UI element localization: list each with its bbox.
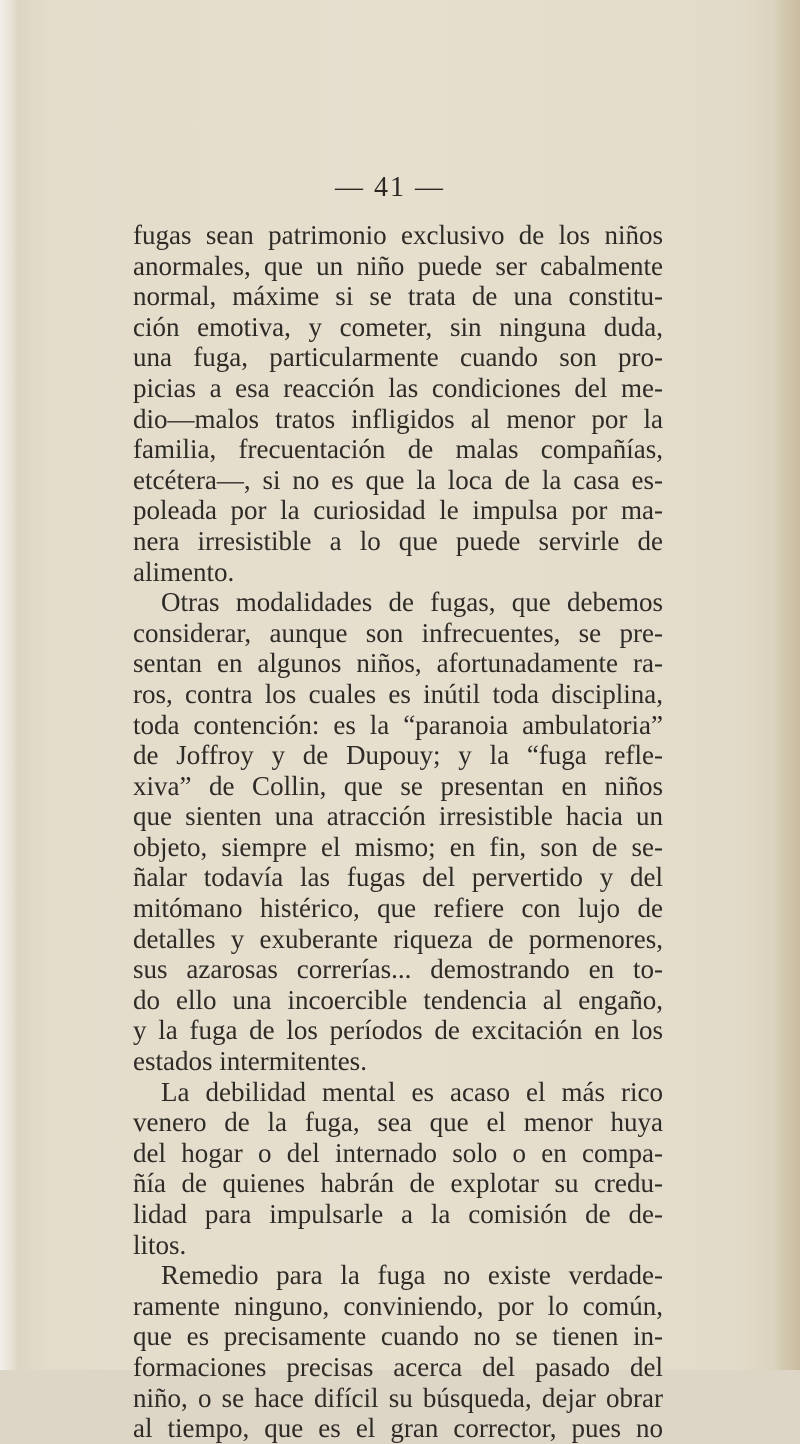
text-line: lidad para impulsarle a la comisión de de-: [133, 1199, 663, 1229]
text-line: familia, frecuentación de malas compañías,: [133, 434, 663, 465]
text-line: detalles y exuberante riqueza de pormenores,: [133, 923, 663, 954]
text-line: de Joffroy y de Dupouy; y la “fuga refle-: [133, 740, 663, 771]
text-line: ñía de quienes habrán de explotar su credu-: [133, 1168, 663, 1199]
text-line: venero de la fuga, sea que el menor huya: [133, 1107, 663, 1138]
page-left-edge: [0, 0, 18, 1370]
text-line: objeto, siempre el mismo; en fin, son de se-: [133, 831, 663, 862]
text-line: toda contención: es la “paranoia ambulatoria”: [133, 709, 663, 740]
text-line: do ello una incoercible tendencia al engaño,: [133, 984, 663, 1015]
text-line: del hogar o del internado solo o en compa-: [133, 1137, 663, 1168]
text-line: considerar, aunque son infrecuentes, se pre-: [133, 617, 663, 648]
text-line: ñalar todavía las fugas del pervertido y del: [133, 862, 663, 893]
body-text: [133, 220, 663, 1444]
page-right-edge: [774, 0, 800, 1370]
text-line: niño, o se hace difícil su búsqueda, dejar obrar: [133, 1382, 663, 1413]
text-line: mitómano histérico, que refiere con lujo de: [133, 893, 663, 924]
text-line: ramente ninguno, conviniendo, por lo común,: [133, 1290, 663, 1321]
text-line: poleada por la curiosidad le impulsa por ma-: [133, 495, 663, 526]
text-line: sus azarosas correrías... demostrando en to-: [133, 954, 663, 985]
text-line: Otras modalidades de fugas, que debemos: [161, 587, 663, 618]
text-line: al tiempo, que es el gran corrector, pues no: [133, 1413, 663, 1444]
text-line: dio—malos tratos infligidos al menor por la: [133, 403, 663, 434]
text-line: La debilidad mental es acaso el más rico: [161, 1076, 663, 1107]
text-line: y la fuga de los períodos de excitación en los: [133, 1015, 663, 1046]
text-line: sentan en algunos niños, afortunadamente ra-: [133, 648, 663, 679]
text-line: una fuga, particularmente cuando son pro-: [133, 342, 663, 373]
page-number: — 41 —: [335, 172, 445, 203]
text-line: litos.: [133, 1229, 187, 1260]
text-line: estados intermitentes.: [133, 1046, 367, 1077]
text-line: xiva” de Collin, que se presentan en niños: [133, 770, 663, 801]
text-line: normal, máxime si se trata de una constitu-: [133, 281, 663, 312]
text-line: fugas sean patrimonio exclusivo de los niños: [133, 220, 663, 250]
text-line: ros, contra los cuales es inútil toda disciplina,: [133, 678, 663, 709]
text-line: alimento.: [133, 556, 235, 587]
text-line: que es precisamente cuando no se tienen in-: [133, 1321, 663, 1352]
text-line: anormales, que un niño puede ser cabalmente: [133, 250, 663, 281]
text-line: nera irresistible a lo que puede servirle de: [133, 525, 663, 556]
text-line: etcétera—, si no es que la loca de la casa es-: [133, 464, 663, 495]
text-line: formaciones precisas acerca del pasado del: [133, 1351, 663, 1382]
text-line: ción emotiva, y cometer, sin ninguna duda,: [133, 311, 663, 342]
text-line: picias a esa reacción las condiciones del me-: [133, 372, 663, 403]
text-line: que sienten una atracción irresistible hacia un: [133, 801, 663, 832]
text-line: Remedio para la fuga no existe verdade-: [161, 1260, 663, 1291]
